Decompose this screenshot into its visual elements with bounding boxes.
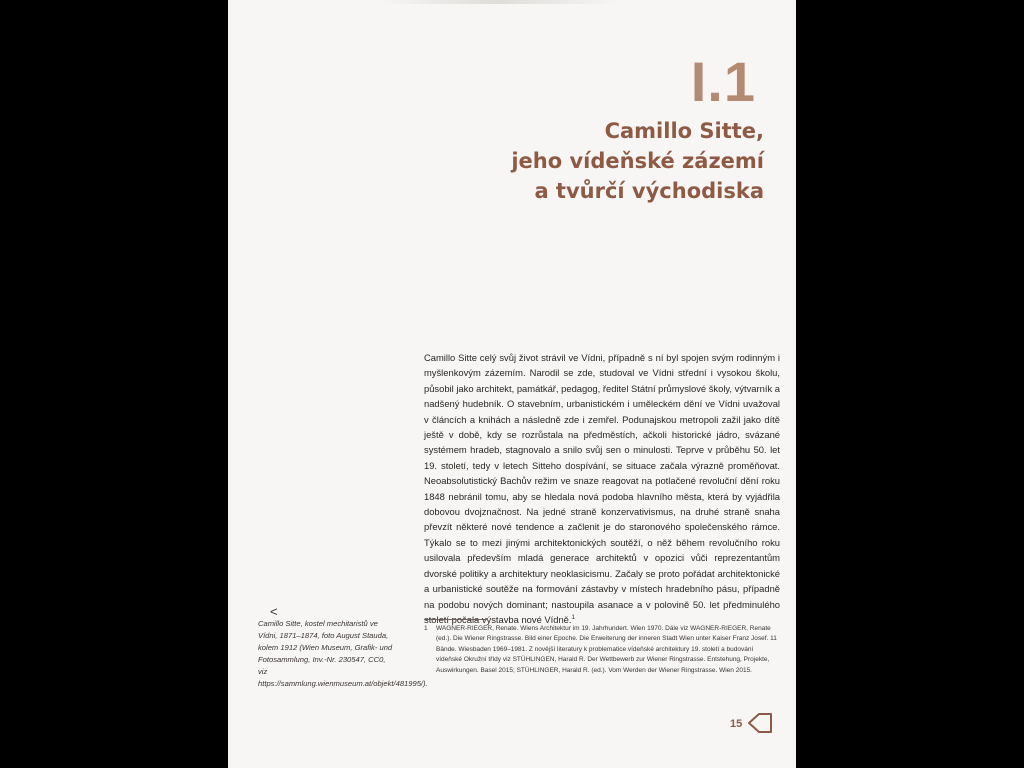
- chapter-title-line: jeho vídeňské zázemí: [511, 149, 764, 173]
- book-page: [228, 0, 796, 768]
- page-number: 15: [730, 718, 743, 730]
- figure-caption: Camillo Sitte, kostel mechitaristů ve Vídni, 1871–1874, foto August Stauda, kolem 1912 (Wien Museum, Grafik- und Fotosammlung, Inv.-Nr. 230547, CC0, viz https://sammlung.wienmuseum.at/objekt/481995/).: [258, 619, 428, 688]
- footnote-divider: [424, 619, 488, 620]
- chapter-title: [424, 116, 764, 206]
- body-paragraph: [424, 350, 780, 627]
- scan-smudge: [378, 0, 618, 4]
- chapter-title-line: a tvůrčí východiska: [534, 179, 764, 203]
- footnote-reference[interactable]: 1: [571, 614, 575, 621]
- footnote-text: WAGNER-RIEGER, Renate. Wiens Architektur im 19. Jahrhundert. Wien 1970. Dále viz WAGNER-RIEGER, Renate (ed.). Die Wiener Ringstrasse. Bild einer Epoche. Die Erweiterung der inneren Stadt Wien unter Kaiser Franz Josef. 11 Bände. Wiesbaden 1969–1981. Z novější literatury k problematice vídeňské architektury 19. století a budování vídeňské Okružní třídy viz STÜHLINGEN, Harald R. Der Wettbewerb zur Wiener Ringstrasse. Entstehung, Projekte, Auswirkungen. Basel 2015; STÜHLINGER, Harald R. (ed.). Vom Werden der Wiener Ringstrasse. Wien 2015.: [436, 625, 777, 674]
- page-corner-icon: [746, 711, 774, 735]
- footnote: [424, 624, 780, 676]
- chevron-left-icon: <: [270, 604, 278, 619]
- chapter-title-line: Camillo Sitte,: [604, 119, 764, 143]
- footnote-number: 1: [424, 625, 428, 632]
- body-text: Camillo Sitte celý svůj život strávil ve Vídni, případně s ní byl spojen svým rodinným i myšlenkovým zázemím. Narodil se zde, studoval ve Vídni střední i vysokou školu, působil jako architekt, památkář, pedagog, ředitel Státní průmyslové školy, výtvarník a nadšený hudebník. O stavebním, urbanistickém i uměleckém dění ve Vídni uvažoval v článcích a knihách a následně zde i zemřel. Podunajskou metropoli zažil jako dítě ještě v době, kdy se rozrůstala na předměstích, ačkoli historické jádro, svázané systémem hradeb, stagnovalo a snilo svůj sen o minulosti. Teprve v průběhu 50. let 19. století, tedy v letech Sitteho dospívání, se situace začala výrazně proměňovat. Neoabsolutistický Bachův režim ve snaze reagovat na potlačené revoluční dění roku 1848 nebránil tomu, aby se hledala nová podoba hlavního města, která by vyjádřila dobovou dvojznačnost. Na jedné straně konzervativismus, na druhé straně snaha převzít některé nové tendence a začlenit je do staronového společenského rámce. Týkalo se to mezi jinými architektonických soutěží, o něž během revolučního roku usilovala především mladá generace architektů v opozici vůči reprezentantům dvorské politiky a architektury neoklasicismu. Začaly se proto pořádat architektonické a urbanistické soutěže na formování zástavby v místech hradebního pásu, případně na podobu nových dominant; nastoupila asanace a v polovině 50. let předminulého století počala výstavba nové Vídně.: [424, 352, 780, 625]
- chapter-number: I.1: [690, 50, 756, 113]
